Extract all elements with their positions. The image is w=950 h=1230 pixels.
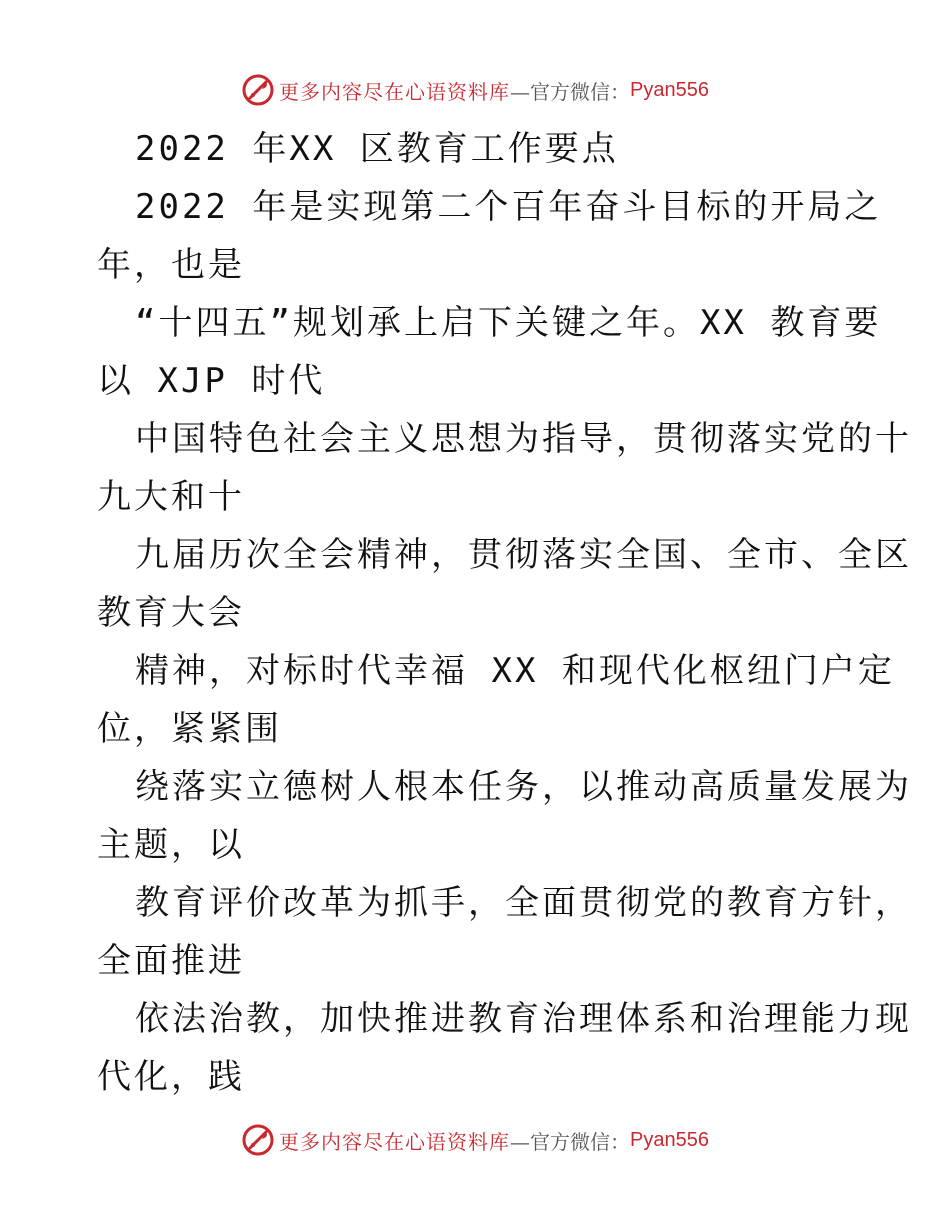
quill-circle-icon: [241, 1123, 275, 1157]
banner-text: 更多内容尽在心语资料库: [279, 79, 511, 104]
document-body: [97, 120, 912, 1106]
wechat-handle: Pyan556: [630, 1128, 709, 1151]
paragraph-line: 主题，以: [97, 825, 245, 865]
wechat-handle: Pyan556: [630, 78, 709, 101]
paragraph-line: 全面推进: [97, 941, 245, 981]
paragraph-line: 九大和十: [97, 477, 245, 517]
paragraph-line: 精神，对标时代幸福 XX 和现代化枢纽门户定: [135, 651, 895, 691]
footer-banner: [0, 1120, 950, 1160]
paragraph-line: 2022 年是实现第二个百年奋斗目标的开局之: [135, 187, 882, 227]
banner-separator: —官方微信：: [510, 1129, 631, 1154]
banner-separator: —官方微信：: [510, 79, 631, 104]
paragraph-line: 位，紧紧围: [97, 709, 282, 749]
paragraph-line: 依法治教，加快推进教育治理体系和治理能力现: [135, 999, 912, 1039]
paragraph-line: 中国特色社会主义思想为指导，贯彻落实党的十: [135, 419, 912, 459]
paragraph-line: 九届历次全会精神，贯彻落实全国、全市、全区: [135, 535, 912, 575]
paragraph-line: 教育评价改革为抓手，全面贯彻党的教育方针，: [135, 883, 912, 923]
paragraph-line: 教育大会: [97, 593, 245, 633]
paragraph-line: 年，也是: [97, 245, 245, 285]
paragraph-line: 以 XJP 时代: [97, 361, 326, 401]
header-banner: [0, 70, 950, 110]
paragraph-line: 绕落实立德树人根本任务，以推动高质量发展为: [135, 767, 912, 807]
quill-circle-icon: [241, 73, 275, 107]
banner-text: 更多内容尽在心语资料库: [279, 1129, 511, 1154]
paragraph-line: “十四五”规划承上启下关键之年。XX 教育要: [135, 303, 882, 343]
document-title: 2022 年XX 区教育工作要点: [135, 129, 619, 169]
paragraph-line: 代化，践: [97, 1057, 245, 1097]
